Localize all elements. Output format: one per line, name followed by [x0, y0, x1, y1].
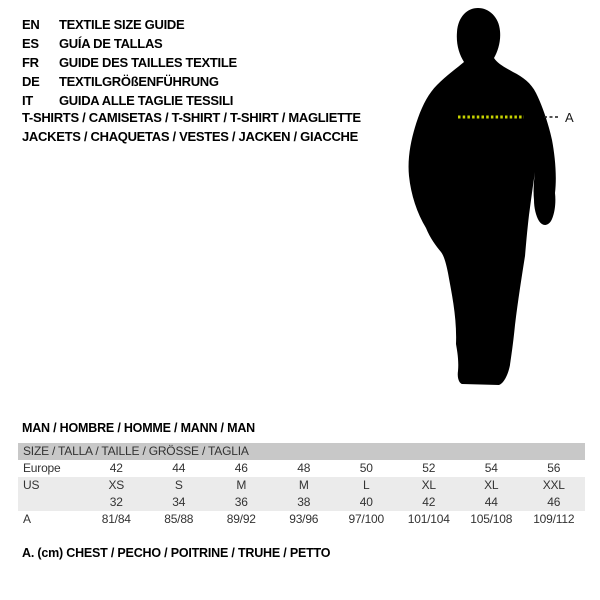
category-line-jackets: JACKETS / CHAQUETAS / VESTES / JACKEN / GIACCHE: [22, 128, 358, 144]
table-cell: 97/100: [348, 512, 384, 526]
size-table-rows: [18, 460, 585, 528]
table-cell: 46: [547, 495, 561, 509]
table-cell: 89/92: [226, 512, 256, 526]
size-table: [18, 443, 585, 528]
table-cell: 44: [172, 461, 186, 475]
table-cell: 109/112: [533, 512, 575, 526]
language-row: [22, 91, 237, 110]
man-silhouette-figure: [400, 0, 600, 410]
table-row-label: A: [23, 512, 31, 526]
table-cell: 38: [297, 495, 311, 509]
table-cell: 36: [234, 495, 248, 509]
category-line-tshirts: T-SHIRTS / CAMISETAS / T-SHIRT / T-SHIRT / MAGLIETTE: [22, 110, 361, 125]
table-cell: 93/96: [289, 512, 319, 526]
table-row: [18, 477, 585, 494]
language-row: [22, 72, 237, 91]
footnote-chest: A. (cm) CHEST / PECHO / POITRINE / TRUHE / PETTO: [22, 546, 331, 560]
table-cell: 46: [234, 461, 248, 475]
table-cell: 81/84: [101, 512, 131, 526]
language-label: GUIDE DES TAILLES TEXTILE: [59, 55, 237, 70]
language-code: DE: [22, 74, 40, 89]
table-cell: 42: [109, 461, 123, 475]
language-row: [22, 53, 237, 72]
table-cell: 52: [422, 461, 436, 475]
table-cell: 105/108: [470, 512, 513, 526]
table-cell: M: [298, 478, 309, 492]
language-label: TEXTILGRÖßENFÜHRUNG: [59, 74, 219, 89]
table-cell: 32: [109, 495, 123, 509]
table-cell: XL: [484, 478, 499, 492]
language-list: [22, 15, 237, 110]
table-row-label: [18, 494, 85, 511]
table-cell: 56: [547, 461, 561, 475]
table-row: [18, 460, 585, 477]
size-table-header: SIZE / TALLA / TAILLE / GRÖSSE / TAGLIA: [18, 443, 585, 460]
table-row-label: US: [23, 478, 40, 492]
table-row: [18, 494, 585, 511]
table-row: [18, 511, 585, 528]
language-code: ES: [22, 36, 39, 51]
language-label: GUÍA DE TALLAS: [59, 36, 163, 51]
measurement-label-a: A: [565, 110, 574, 125]
table-cell: 34: [172, 495, 186, 509]
table-cell: 40: [359, 495, 373, 509]
table-cell: 85/88: [164, 512, 194, 526]
language-code: IT: [22, 93, 33, 108]
table-cell: XL: [421, 478, 436, 492]
language-label: GUIDA ALLE TAGLIE TESSILI: [59, 93, 234, 108]
table-cell: 48: [297, 461, 311, 475]
table-cell: L: [363, 478, 370, 492]
language-label: TEXTILE SIZE GUIDE: [59, 17, 185, 32]
table-cell: 42: [422, 495, 436, 509]
language-row: [22, 15, 237, 34]
table-cell: 54: [484, 461, 498, 475]
table-row-label: Europe: [23, 461, 61, 475]
table-cell: 101/104: [407, 512, 450, 526]
table-cell: XS: [108, 478, 125, 492]
table-cell: S: [174, 478, 183, 492]
table-cell: M: [236, 478, 247, 492]
table-cell: XXL: [542, 478, 565, 492]
table-cell: 50: [359, 461, 373, 475]
table-cell: 44: [484, 495, 498, 509]
language-code: FR: [22, 55, 39, 70]
man-silhouette: [409, 8, 556, 385]
language-code: EN: [22, 17, 40, 32]
section-title-man: MAN / HOMBRE / HOMME / MANN / MAN: [22, 421, 255, 435]
category-lines: [22, 109, 361, 146]
language-row: [22, 34, 237, 53]
